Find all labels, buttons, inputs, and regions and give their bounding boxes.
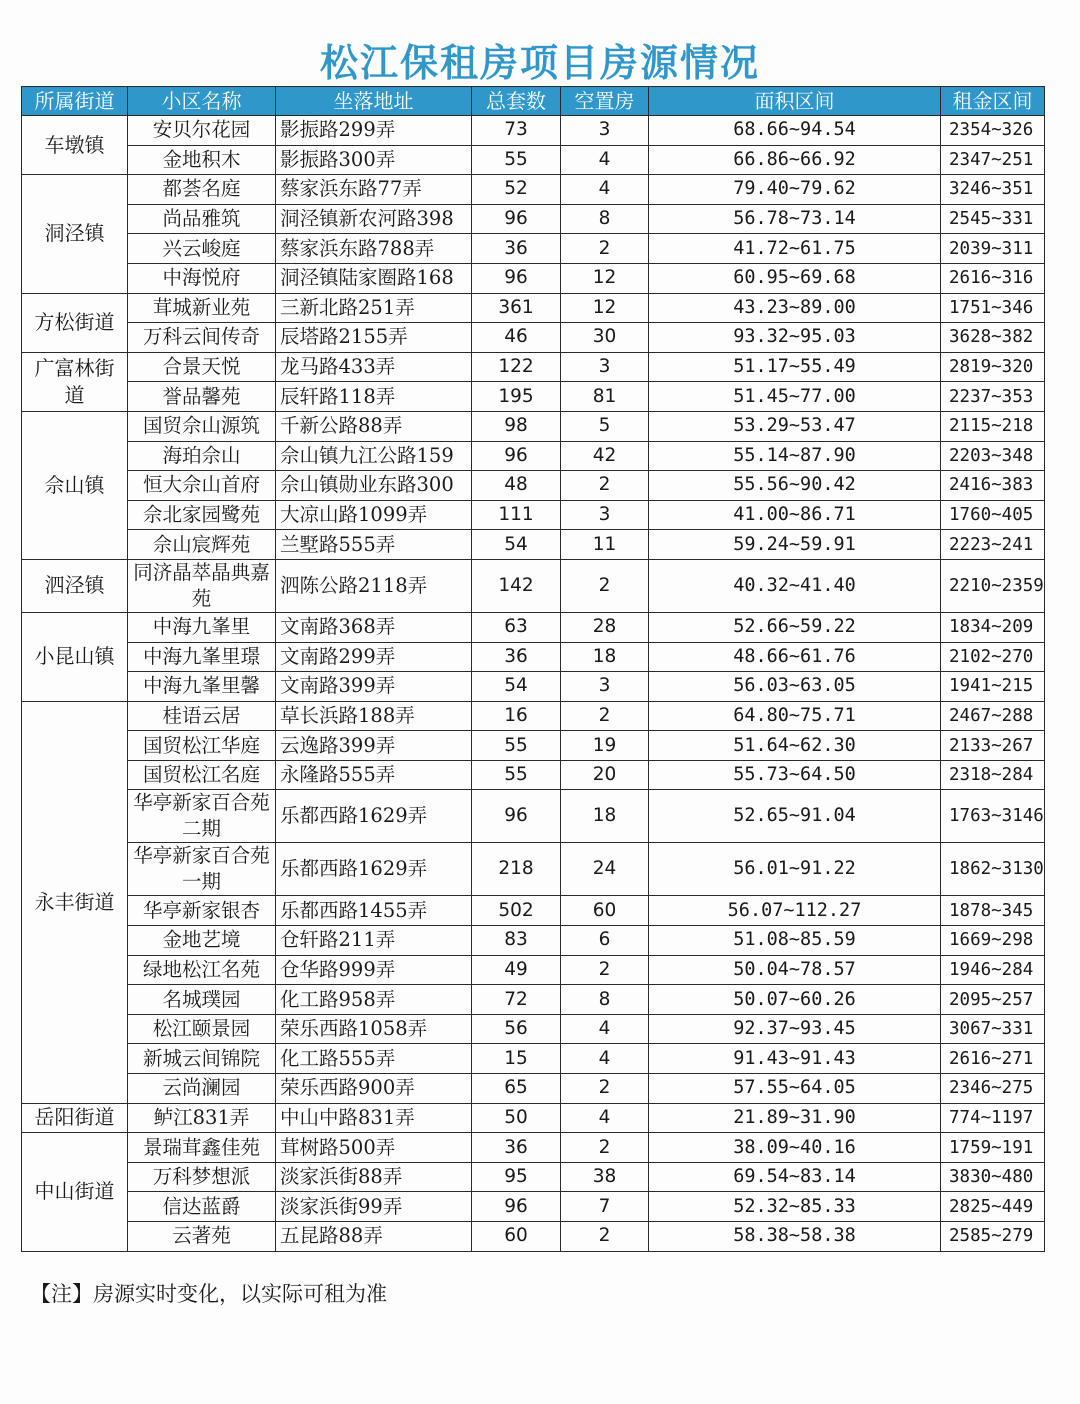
header-name: 小区名称 [128,87,276,116]
cell-total: 55 [472,731,561,761]
cell-name: 名城璞园 [128,985,276,1015]
table-body [22,116,1045,1252]
table-row [22,116,1045,146]
cell-street: 洞泾镇 [22,175,128,293]
cell-total: 52 [472,175,561,205]
cell-area: 41.72~61.75 [649,234,941,264]
cell-vacant: 20 [561,760,649,790]
cell-address: 仓轩路211弄 [276,926,472,956]
cell-total: 96 [472,263,561,293]
cell-area: 93.32~95.03 [649,323,941,353]
cell-name: 尚品雅筑 [128,204,276,234]
cell-total: 60 [472,1222,561,1252]
cell-rent: 1834~209 [941,612,1045,642]
cell-vacant: 4 [561,1014,649,1044]
cell-area: 51.45~77.00 [649,382,941,412]
cell-name: 恒大佘山首府 [128,471,276,501]
cell-name: 茸城新业苑 [128,293,276,323]
table-row [22,926,1045,956]
cell-rent: 2102~270 [941,642,1045,672]
cell-rent: 774~1197 [941,1103,1045,1133]
cell-rent: 2616~316 [941,263,1045,293]
cell-total: 72 [472,985,561,1015]
cell-vacant: 28 [561,612,649,642]
table-row [22,234,1045,264]
cell-vacant: 4 [561,175,649,205]
cell-area: 51.08~85.59 [649,926,941,956]
cell-total: 54 [472,672,561,702]
cell-rent: 2237~353 [941,382,1045,412]
cell-rent: 2223~241 [941,530,1045,560]
cell-total: 65 [472,1074,561,1104]
table-row [22,612,1045,642]
cell-total: 122 [472,352,561,382]
housing-table [21,86,1045,1252]
cell-total: 98 [472,411,561,441]
cell-address: 佘山镇九江公路159 [276,441,472,471]
cell-vacant: 81 [561,382,649,412]
table-row [22,530,1045,560]
cell-rent: 2115~218 [941,411,1045,441]
cell-rent: 2039~311 [941,234,1045,264]
table-row [22,293,1045,323]
cell-address: 文南路299弄 [276,642,472,672]
cell-rent: 1946~284 [941,955,1045,985]
cell-rent: 3830~480 [941,1162,1045,1192]
cell-address: 千新公路88弄 [276,411,472,441]
page-title: 松江保租房项目房源情况 [319,41,760,85]
cell-area: 41.00~86.71 [649,500,941,530]
table-row [22,323,1045,353]
cell-rent: 2133~267 [941,731,1045,761]
cell-address: 五昆路88弄 [276,1222,472,1252]
cell-address: 云逸路399弄 [276,731,472,761]
cell-address: 大凉山路1099弄 [276,500,472,530]
cell-area: 50.07~60.26 [649,985,941,1015]
cell-name: 万科梦想派 [128,1162,276,1192]
cell-vacant: 8 [561,204,649,234]
cell-address: 泗陈公路2118弄 [276,559,472,612]
cell-name: 誉品馨苑 [128,382,276,412]
cell-rent: 2210~2359 [941,559,1045,612]
cell-total: 95 [472,1162,561,1192]
cell-name: 金地艺境 [128,926,276,956]
table-row [22,263,1045,293]
table-row [22,955,1045,985]
cell-area: 56.07~112.27 [649,896,941,926]
cell-rent: 2346~275 [941,1074,1045,1104]
cell-total: 54 [472,530,561,560]
cell-vacant: 2 [561,701,649,731]
cell-rent: 2545~331 [941,204,1045,234]
cell-address: 草长浜路188弄 [276,701,472,731]
cell-street: 泗泾镇 [22,559,128,612]
cell-total: 50 [472,1103,561,1133]
cell-address: 蔡家浜东路77弄 [276,175,472,205]
cell-street: 岳阳街道 [22,1103,128,1133]
cell-address: 淡家浜街99弄 [276,1192,472,1222]
cell-address: 仓华路999弄 [276,955,472,985]
cell-total: 96 [472,790,561,843]
cell-rent: 2825~449 [941,1192,1045,1222]
cell-address: 荣乐西路900弄 [276,1074,472,1104]
table-row [22,175,1045,205]
cell-street: 广富林街道 [22,352,128,411]
cell-vacant: 7 [561,1192,649,1222]
header-street: 所属街道 [22,87,128,116]
cell-total: 36 [472,234,561,264]
cell-vacant: 4 [561,145,649,175]
cell-vacant: 4 [561,1044,649,1074]
cell-total: 63 [472,612,561,642]
cell-vacant: 2 [561,559,649,612]
cell-total: 111 [472,500,561,530]
cell-address: 荣乐西路1058弄 [276,1014,472,1044]
cell-name: 佘山宸辉苑 [128,530,276,560]
table-row [22,500,1045,530]
table-header [22,87,1045,116]
cell-name: 国贸松江华庭 [128,731,276,761]
cell-total: 56 [472,1014,561,1044]
cell-rent: 2354~326 [941,116,1045,146]
cell-area: 52.66~59.22 [649,612,941,642]
cell-address: 三新北路251弄 [276,293,472,323]
cell-rent: 2347~251 [941,145,1045,175]
cell-total: 96 [472,1192,561,1222]
table-row [22,1192,1045,1222]
cell-vacant: 18 [561,642,649,672]
table-row [22,985,1045,1015]
cell-address: 乐都西路1455弄 [276,896,472,926]
cell-address: 乐都西路1629弄 [276,790,472,843]
cell-name: 新城云间锦院 [128,1044,276,1074]
cell-address: 淡家浜街88弄 [276,1162,472,1192]
table-row [22,559,1045,612]
cell-area: 40.32~41.40 [649,559,941,612]
cell-rent: 2416~383 [941,471,1045,501]
cell-name: 金地积木 [128,145,276,175]
cell-vacant: 18 [561,790,649,843]
header-rent: 租金区间 [941,87,1045,116]
cell-vacant: 2 [561,471,649,501]
footnote: 【注】房源实时变化，以实际可租为准 [30,1282,387,1306]
cell-name: 中海九峯里 [128,612,276,642]
cell-total: 36 [472,1133,561,1163]
table-row [22,790,1045,843]
table-row [22,843,1045,896]
cell-address: 影振路299弄 [276,116,472,146]
cell-area: 59.24~59.91 [649,530,941,560]
cell-total: 502 [472,896,561,926]
cell-address: 茸树路500弄 [276,1133,472,1163]
cell-name: 国贸佘山源筑 [128,411,276,441]
cell-rent: 2616~271 [941,1044,1045,1074]
cell-area: 79.40~79.62 [649,175,941,205]
table-row [22,441,1045,471]
cell-name: 绿地松江名苑 [128,955,276,985]
cell-rent: 2318~284 [941,760,1045,790]
table-row [22,760,1045,790]
cell-name: 景瑞茸鑫佳苑 [128,1133,276,1163]
cell-address: 洞泾镇陆家圈路168 [276,263,472,293]
cell-area: 51.17~55.49 [649,352,941,382]
cell-address: 佘山镇勋业东路300 [276,471,472,501]
cell-vacant: 38 [561,1162,649,1192]
cell-vacant: 2 [561,955,649,985]
table-row [22,731,1045,761]
header-vacant: 空置房 [561,87,649,116]
table-row [22,672,1045,702]
cell-area: 52.32~85.33 [649,1192,941,1222]
cell-name: 云著苑 [128,1222,276,1252]
cell-vacant: 8 [561,985,649,1015]
cell-address: 永隆路555弄 [276,760,472,790]
cell-area: 50.04~78.57 [649,955,941,985]
cell-total: 15 [472,1044,561,1074]
table-row [22,701,1045,731]
cell-area: 55.73~64.50 [649,760,941,790]
cell-name: 中海九峯里馨 [128,672,276,702]
cell-vacant: 19 [561,731,649,761]
table-row [22,145,1045,175]
table-row [22,642,1045,672]
cell-total: 36 [472,642,561,672]
cell-name: 万科云间传奇 [128,323,276,353]
cell-name: 国贸松江名庭 [128,760,276,790]
table-row [22,1074,1045,1104]
cell-vacant: 4 [561,1103,649,1133]
cell-vacant: 12 [561,263,649,293]
table-row [22,382,1045,412]
cell-vacant: 3 [561,116,649,146]
table-row [22,1014,1045,1044]
cell-vacant: 11 [561,530,649,560]
cell-rent: 2585~279 [941,1222,1045,1252]
cell-area: 43.23~89.00 [649,293,941,323]
cell-rent: 2203~348 [941,441,1045,471]
cell-total: 49 [472,955,561,985]
cell-address: 辰轩路118弄 [276,382,472,412]
cell-name: 同济晶萃晶典嘉苑 [128,559,276,612]
cell-rent: 3246~351 [941,175,1045,205]
cell-address: 化工路555弄 [276,1044,472,1074]
cell-rent: 1760~405 [941,500,1045,530]
header-area: 面积区间 [649,87,941,116]
cell-vacant: 3 [561,672,649,702]
cell-total: 83 [472,926,561,956]
cell-name: 松江颐景园 [128,1014,276,1044]
table-row [22,1103,1045,1133]
cell-name: 信达蓝爵 [128,1192,276,1222]
cell-area: 52.65~91.04 [649,790,941,843]
cell-name: 中海九峯里璟 [128,642,276,672]
cell-street: 方松街道 [22,293,128,352]
cell-vacant: 30 [561,323,649,353]
table-row [22,1222,1045,1252]
cell-address: 文南路368弄 [276,612,472,642]
table-row [22,471,1045,501]
cell-street: 永丰街道 [22,701,128,1103]
cell-total: 96 [472,204,561,234]
cell-street: 佘山镇 [22,411,128,559]
cell-name: 海珀佘山 [128,441,276,471]
cell-area: 60.95~69.68 [649,263,941,293]
cell-total: 195 [472,382,561,412]
cell-total: 361 [472,293,561,323]
header-address: 坐落地址 [276,87,472,116]
cell-area: 56.03~63.05 [649,672,941,702]
cell-area: 56.78~73.14 [649,204,941,234]
cell-name: 桂语云居 [128,701,276,731]
cell-rent: 1763~3146 [941,790,1045,843]
cell-area: 69.54~83.14 [649,1162,941,1192]
cell-vacant: 60 [561,896,649,926]
cell-rent: 2819~320 [941,352,1045,382]
cell-rent: 3067~331 [941,1014,1045,1044]
table-row [22,352,1045,382]
cell-rent: 1759~191 [941,1133,1045,1163]
cell-vacant: 2 [561,1222,649,1252]
cell-rent: 1862~3130 [941,843,1045,896]
cell-vacant: 3 [561,352,649,382]
cell-address: 洞泾镇新农河路398 [276,204,472,234]
cell-vacant: 5 [561,411,649,441]
cell-vacant: 3 [561,500,649,530]
cell-address: 乐都西路1629弄 [276,843,472,896]
cell-address: 兰墅路555弄 [276,530,472,560]
cell-rent: 1941~215 [941,672,1045,702]
cell-total: 73 [472,116,561,146]
cell-vacant: 42 [561,441,649,471]
cell-name: 云尚澜园 [128,1074,276,1104]
cell-area: 91.43~91.43 [649,1044,941,1074]
cell-total: 46 [472,323,561,353]
cell-total: 55 [472,145,561,175]
cell-name: 佘北家园鹭苑 [128,500,276,530]
cell-area: 48.66~61.76 [649,642,941,672]
cell-address: 中山中路831弄 [276,1103,472,1133]
cell-total: 55 [472,760,561,790]
cell-name: 都荟名庭 [128,175,276,205]
cell-total: 218 [472,843,561,896]
cell-total: 16 [472,701,561,731]
cell-area: 56.01~91.22 [649,843,941,896]
cell-vacant: 12 [561,293,649,323]
cell-rent: 2467~288 [941,701,1045,731]
cell-area: 55.56~90.42 [649,471,941,501]
cell-street: 小昆山镇 [22,612,128,701]
table-row [22,1133,1045,1163]
cell-total: 96 [472,441,561,471]
cell-vacant: 24 [561,843,649,896]
cell-address: 龙马路433弄 [276,352,472,382]
cell-name: 华亭新家银杏 [128,896,276,926]
cell-name: 鲈江831弄 [128,1103,276,1133]
cell-address: 文南路399弄 [276,672,472,702]
cell-street: 车墩镇 [22,116,128,175]
cell-address: 蔡家浜东路788弄 [276,234,472,264]
cell-address: 影振路300弄 [276,145,472,175]
cell-address: 辰塔路2155弄 [276,323,472,353]
cell-rent: 2095~257 [941,985,1045,1015]
cell-area: 58.38~58.38 [649,1222,941,1252]
table-row [22,204,1045,234]
cell-area: 38.09~40.16 [649,1133,941,1163]
cell-vacant: 2 [561,1133,649,1163]
cell-area: 92.37~93.45 [649,1014,941,1044]
cell-vacant: 2 [561,1074,649,1104]
cell-total: 142 [472,559,561,612]
cell-area: 57.55~64.05 [649,1074,941,1104]
cell-rent: 3628~382 [941,323,1045,353]
cell-total: 48 [472,471,561,501]
cell-name: 兴云峻庭 [128,234,276,264]
cell-rent: 1878~345 [941,896,1045,926]
cell-street: 中山街道 [22,1133,128,1251]
cell-address: 化工路958弄 [276,985,472,1015]
cell-area: 55.14~87.90 [649,441,941,471]
table-row [22,896,1045,926]
cell-area: 68.66~94.54 [649,116,941,146]
table-row [22,1044,1045,1074]
cell-name: 中海悦府 [128,263,276,293]
cell-vacant: 6 [561,926,649,956]
cell-vacant: 2 [561,234,649,264]
cell-area: 51.64~62.30 [649,731,941,761]
header-total: 总套数 [472,87,561,116]
cell-rent: 1669~298 [941,926,1045,956]
cell-name: 合景天悦 [128,352,276,382]
cell-area: 64.80~75.71 [649,701,941,731]
cell-name: 华亭新家百合苑二期 [128,790,276,843]
cell-area: 21.89~31.90 [649,1103,941,1133]
table-row [22,411,1045,441]
cell-name: 华亭新家百合苑一期 [128,843,276,896]
cell-area: 53.29~53.47 [649,411,941,441]
cell-name: 安贝尔花园 [128,116,276,146]
table-row [22,1162,1045,1192]
cell-rent: 1751~346 [941,293,1045,323]
cell-area: 66.86~66.92 [649,145,941,175]
